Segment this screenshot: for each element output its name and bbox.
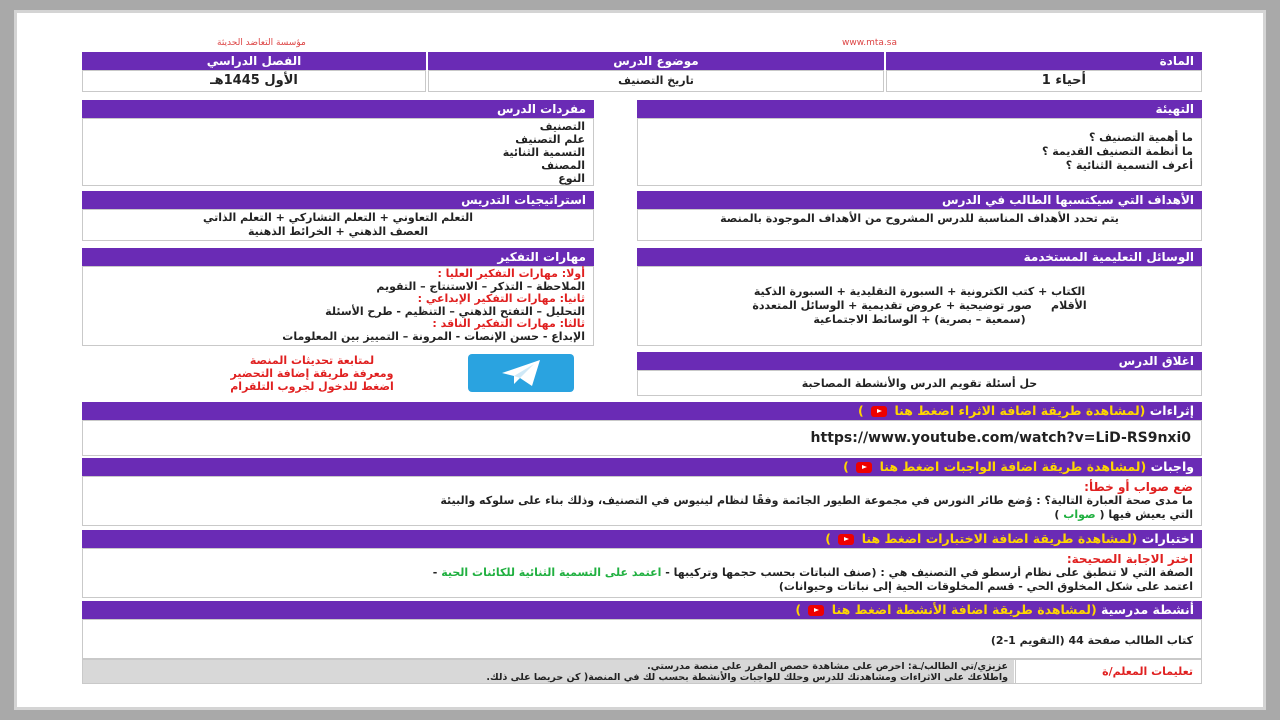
youtube-icon[interactable]	[871, 406, 887, 417]
warmup-line: أعرف التسمية الثنائية ؟	[1065, 159, 1193, 172]
activities-header	[82, 601, 1202, 619]
homework-body	[82, 476, 1202, 526]
thinking-line: التحليل – التفتح الذهني – التنظيم - طرح الأسئلة	[325, 304, 585, 318]
vocabulary-item: التسمية الثنائية	[502, 146, 585, 159]
website-label[interactable]: www.mta.sa	[842, 38, 897, 48]
enrichment-header	[82, 402, 1202, 420]
thinking-heading: أولا: مهارات التفكير العليا :	[437, 267, 585, 280]
warmup-section	[637, 100, 1202, 186]
activities-section	[82, 601, 1202, 659]
topic-value: تاريخ التصنيف	[428, 70, 884, 92]
warmup-title: التهيئة	[637, 100, 1202, 118]
homework-heading: ضع صواب أو خطأ:	[1084, 480, 1193, 494]
tools-line: (سمعية – بصرية) + الوسائط الاجتماعية	[813, 313, 1026, 326]
homework-answer: صواب	[1063, 508, 1096, 521]
teacher-instruction-line: واطلاعك على الاثراءات ومشاهدتك للدرس وحلك للواجبات والأنشطة بحسب لك في المنصة( كن حريصا على ذلك.	[486, 672, 1008, 683]
objectives-text: يتم تحدد الأهداف المناسبة للدرس المشروح من الأهداف الموجودة بالمنصة	[637, 209, 1202, 241]
thinking-line: الملاحظة – التذكر – الاستنتاج – التقويم	[376, 279, 585, 293]
quizzes-question	[91, 566, 1193, 580]
homework-header	[82, 458, 1202, 476]
subject-label: المادة	[886, 52, 1202, 70]
telegram-promo[interactable]	[162, 354, 462, 393]
objectives-section	[637, 191, 1202, 241]
enrichment-section	[82, 402, 1202, 456]
quizzes-link[interactable]: (لمشاهدة طريقة اضافة الاختبارات اضغط هنا	[861, 531, 1138, 546]
homework-question: ما مدى صحة العبارة التالية؟ : وُضع طائر النورس في مجموعة الطيور الجائمة وفقًا لنظام لينيوس في التصنيف، وذلك بناء على سلوكه والبيئة	[440, 494, 1193, 507]
warmup-line: ما أنظمة التصنيف القديمة ؟	[1042, 145, 1193, 158]
semester-label: الفصل الدراسي	[82, 52, 426, 70]
homework-link-close: )	[843, 459, 849, 474]
vocabulary-item: المصنف	[541, 159, 585, 172]
telegram-icon	[468, 354, 574, 392]
lesson-plan-page	[82, 34, 1202, 684]
tools-line: الكتاب + كتب الكترونية + السبورة التقليدية + السبورة الذكية	[753, 285, 1086, 298]
strategies-line: العصف الذهني + الخرائط الذهنية	[248, 225, 428, 238]
telegram-line: لمتابعة تحديثات المنصة	[249, 354, 375, 367]
quizzes-body	[82, 548, 1202, 598]
semester-value: الأول 1445هـ	[82, 70, 426, 92]
semester-cell	[82, 52, 426, 92]
thinking-line: الإبداع - حسن الإنصات - المرونة – التمييز بين المعلومات	[282, 329, 585, 343]
quizzes-heading: اختر الاجابة الصحيحة:	[1066, 552, 1193, 566]
quizzes-question-dash: -	[432, 566, 438, 579]
quizzes-header	[82, 530, 1202, 548]
quizzes-question-line2: اعتمد على شكل المخلوق الحي - قسم المخلوقات الحية إلى نباتات وحيوانات)	[778, 580, 1193, 593]
strategies-body	[82, 209, 594, 241]
organization-label: مؤسسة التعاضد الحديثة	[217, 38, 306, 48]
thinking-heading: ثانيا: مهارات التفكير الإبداعي :	[417, 292, 585, 306]
quizzes-label: اختبارات	[1141, 531, 1194, 546]
telegram-button[interactable]	[468, 354, 574, 392]
homework-link[interactable]: (لمشاهدة طريقة اضافة الواجبات اضغط هنا	[879, 459, 1147, 474]
homework-section	[82, 458, 1202, 526]
vocabulary-item: علم التصنيف	[515, 133, 585, 146]
vocabulary-title: مفردات الدرس	[82, 100, 594, 118]
strategies-title: استراتيجيات التدريس	[82, 191, 594, 209]
subject-cell	[886, 52, 1202, 92]
homework-label: واجبات	[1150, 459, 1194, 474]
thinking-skills-title: مهارات التفكير	[82, 248, 594, 266]
closing-title: اغلاق الدرس	[637, 352, 1202, 370]
enrichment-url[interactable]: https://www.youtube.com/watch?v=LiD-RS9nxi0	[810, 430, 1191, 446]
teacher-instructions-label: تعليمات المعلم/ة	[1015, 660, 1201, 683]
enrichment-label: إثراءات	[1149, 403, 1194, 418]
tools-section	[637, 248, 1202, 346]
closing-section	[637, 352, 1202, 396]
youtube-icon[interactable]	[838, 534, 854, 545]
thinking-heading: ثالثا: مهارات التفكير الناقد :	[432, 317, 585, 331]
warmup-line: ما أهمية التصنيف ؟	[1088, 131, 1193, 144]
topic-cell	[428, 52, 884, 92]
strategies-line: التعلم التعاوني + التعلم التشاركي + التعلم الذاتي	[202, 211, 474, 224]
enrichment-body	[82, 420, 1202, 456]
thinking-skills-section	[82, 248, 594, 346]
tools-line: الأقلام صور توضيحية + عروض تقديمية + الوسائل المتعددة	[752, 299, 1087, 312]
enrichment-link-close: )	[858, 403, 864, 418]
teacher-instructions-text	[83, 660, 1014, 683]
quizzes-section	[82, 530, 1202, 598]
quizzes-correct-answer: اعتمد على التسمية الثنائية للكائنات الحية	[441, 566, 662, 579]
teacher-instruction-line: عزيزي/تي الطالب/ـة: احرص على مشاهدة حصص المقرر على منصة مدرستي.	[647, 661, 1008, 672]
enrichment-link[interactable]: (لمشاهدة طريقة اضافة الاثراء اضغط هنا	[894, 403, 1146, 418]
thinking-skills-body	[82, 266, 594, 346]
subject-value: أحياء 1	[886, 70, 1202, 92]
homework-question-tail: التي يعيش فيها (	[1099, 508, 1193, 521]
objectives-title: الأهداف التي سيكتسبها الطالب في الدرس	[637, 191, 1202, 209]
youtube-icon[interactable]	[856, 462, 872, 473]
activities-link[interactable]: (لمشاهدة طريقة اضافة الأنشطة اضغط هنا	[831, 602, 1097, 617]
quizzes-link-close: )	[825, 531, 831, 546]
vocabulary-item: التصنيف	[539, 120, 585, 133]
activities-label: أنشطة مدرسية	[1101, 602, 1194, 617]
youtube-icon[interactable]	[808, 605, 824, 616]
homework-answer-close: )	[1054, 508, 1060, 521]
vocabulary-section	[82, 100, 594, 186]
telegram-line: ومعرفة طريقة إضافة التحضير	[230, 367, 394, 380]
activities-link-close: )	[795, 602, 802, 617]
vocabulary-body	[82, 118, 594, 186]
tools-title: الوسائل التعليمية المستخدمة	[637, 248, 1202, 266]
closing-text: حل أسئلة تقويم الدرس والأنشطة المصاحبة	[637, 370, 1202, 396]
vocabulary-item: النوع	[558, 172, 585, 185]
topic-label: موضوع الدرس	[428, 52, 884, 70]
quizzes-question-text: الصفة التي لا تنطبق على نظام أرسطو في التصنيف هي : (صنف النباتات بحسب حجمها وتركيبها -	[665, 566, 1193, 579]
telegram-line: اضغط للدخول لجروب التلقرام	[230, 380, 394, 393]
activities-text: كتاب الطالب صفحة 44 (التقويم 1-2)	[82, 619, 1202, 659]
warmup-body	[637, 118, 1202, 186]
teacher-instructions-row	[82, 659, 1202, 684]
homework-question-end	[91, 508, 1193, 522]
strategies-section	[82, 191, 594, 241]
tools-body	[637, 266, 1202, 346]
